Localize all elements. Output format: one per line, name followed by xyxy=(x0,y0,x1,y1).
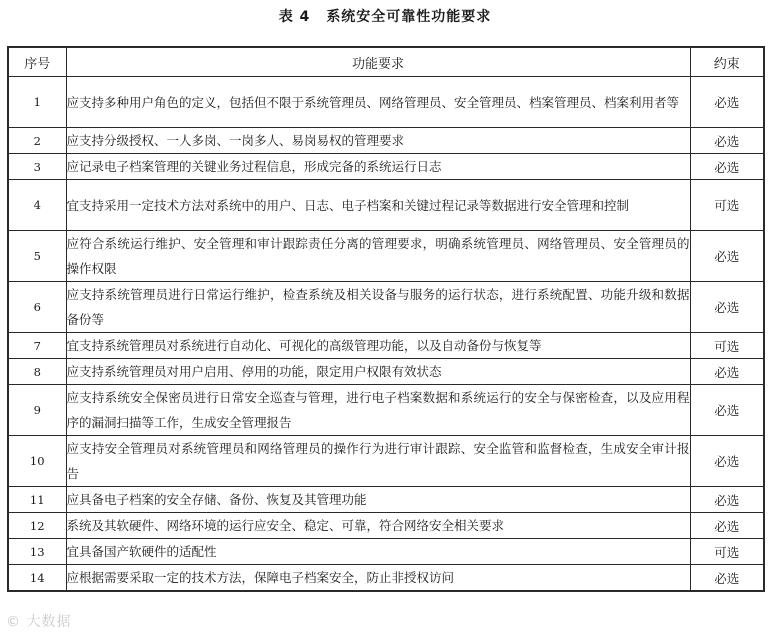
header-requirement: 功能要求 xyxy=(66,47,690,77)
header-no: 序号 xyxy=(8,47,66,77)
row-requirement: 系统及其软硬件、网络环境的运行应安全、稳定、可靠，符合网络安全相关要求 xyxy=(66,513,690,539)
row-no: 1 xyxy=(8,77,66,128)
row-constraint: 必选 xyxy=(690,154,764,180)
row-constraint: 可选 xyxy=(690,539,764,565)
row-constraint: 必选 xyxy=(690,385,764,436)
requirements-table xyxy=(7,46,765,592)
row-no: 5 xyxy=(8,231,66,282)
row-requirement: 应根据需要采取一定的技术方法，保障电子档案安全，防止非授权访问 xyxy=(66,565,690,592)
row-requirement: 应具备电子档案的安全存储、备份、恢复及其管理功能 xyxy=(66,487,690,513)
row-requirement: 应符合系统运行维护、安全管理和审计跟踪责任分离的管理要求，明确系统管理员、网络管理员、安全管理员的操作权限 xyxy=(66,231,690,282)
table-row xyxy=(8,359,764,385)
row-no: 8 xyxy=(8,359,66,385)
table-row xyxy=(8,154,764,180)
table-row xyxy=(8,333,764,359)
table-row xyxy=(8,77,764,128)
table-row xyxy=(8,180,764,231)
row-no: 6 xyxy=(8,282,66,333)
row-constraint: 必选 xyxy=(690,487,764,513)
table-row xyxy=(8,128,764,154)
row-no: 11 xyxy=(8,487,66,513)
row-no: 4 xyxy=(8,180,66,231)
table-header-row xyxy=(8,47,764,77)
row-constraint: 必选 xyxy=(690,359,764,385)
table-row xyxy=(8,487,764,513)
table-row xyxy=(8,231,764,282)
table-row xyxy=(8,436,764,487)
row-no: 13 xyxy=(8,539,66,565)
row-constraint: 必选 xyxy=(690,513,764,539)
table-number: 表 4 xyxy=(278,9,311,25)
row-no: 14 xyxy=(8,565,66,592)
row-requirement: 应支持多种用户角色的定义，包括但不限于系统管理员、网络管理员、安全管理员、档案管理员、档案利用者等 xyxy=(66,77,690,128)
row-requirement: 宜支持采用一定技术方法对系统中的用户、日志、电子档案和关键过程记录等数据进行安全管理和控制 xyxy=(66,180,690,231)
row-requirement: 应支持系统安全保密员进行日常安全巡查与管理，进行电子档案数据和系统运行的安全与保密检查，以及应用程序的漏洞扫描等工作，生成安全管理报告 xyxy=(66,385,690,436)
row-no: 2 xyxy=(8,128,66,154)
row-no: 10 xyxy=(8,436,66,487)
row-no: 12 xyxy=(8,513,66,539)
row-constraint: 必选 xyxy=(690,282,764,333)
table-row xyxy=(8,539,764,565)
table-caption: 系统安全可靠性功能要求 xyxy=(326,9,492,25)
header-constraint: 约束 xyxy=(690,47,764,77)
row-constraint: 必选 xyxy=(690,128,764,154)
row-no: 9 xyxy=(8,385,66,436)
row-no: 7 xyxy=(8,333,66,359)
row-constraint: 必选 xyxy=(690,565,764,592)
watermark: © 大数据 xyxy=(6,614,72,630)
table-row xyxy=(8,385,764,436)
row-requirement: 应支持安全管理员对系统管理员和网络管理员的操作行为进行审计跟踪、安全监管和监督检查，生成安全审计报告 xyxy=(66,436,690,487)
row-constraint: 必选 xyxy=(690,231,764,282)
row-constraint: 必选 xyxy=(690,77,764,128)
row-constraint: 必选 xyxy=(690,436,764,487)
row-requirement: 应记录电子档案管理的关键业务过程信息，形成完备的系统运行日志 xyxy=(66,154,690,180)
row-requirement: 应支持系统管理员对用户启用、停用的功能，限定用户权限有效状态 xyxy=(66,359,690,385)
row-requirement: 宜支持系统管理员对系统进行自动化、可视化的高级管理功能，以及自动备份与恢复等 xyxy=(66,333,690,359)
table-row xyxy=(8,565,764,592)
row-no: 3 xyxy=(8,154,66,180)
table-title xyxy=(0,6,770,26)
row-constraint: 可选 xyxy=(690,180,764,231)
row-requirement: 宜具备国产软硬件的适配性 xyxy=(66,539,690,565)
row-requirement: 应支持系统管理员进行日常运行维护，检查系统及相关设备与服务的运行状态，进行系统配置、功能升级和数据备份等 xyxy=(66,282,690,333)
table-row xyxy=(8,282,764,333)
table-row xyxy=(8,513,764,539)
row-requirement: 应支持分级授权、一人多岗、一岗多人、易岗易权的管理要求 xyxy=(66,128,690,154)
row-constraint: 可选 xyxy=(690,333,764,359)
